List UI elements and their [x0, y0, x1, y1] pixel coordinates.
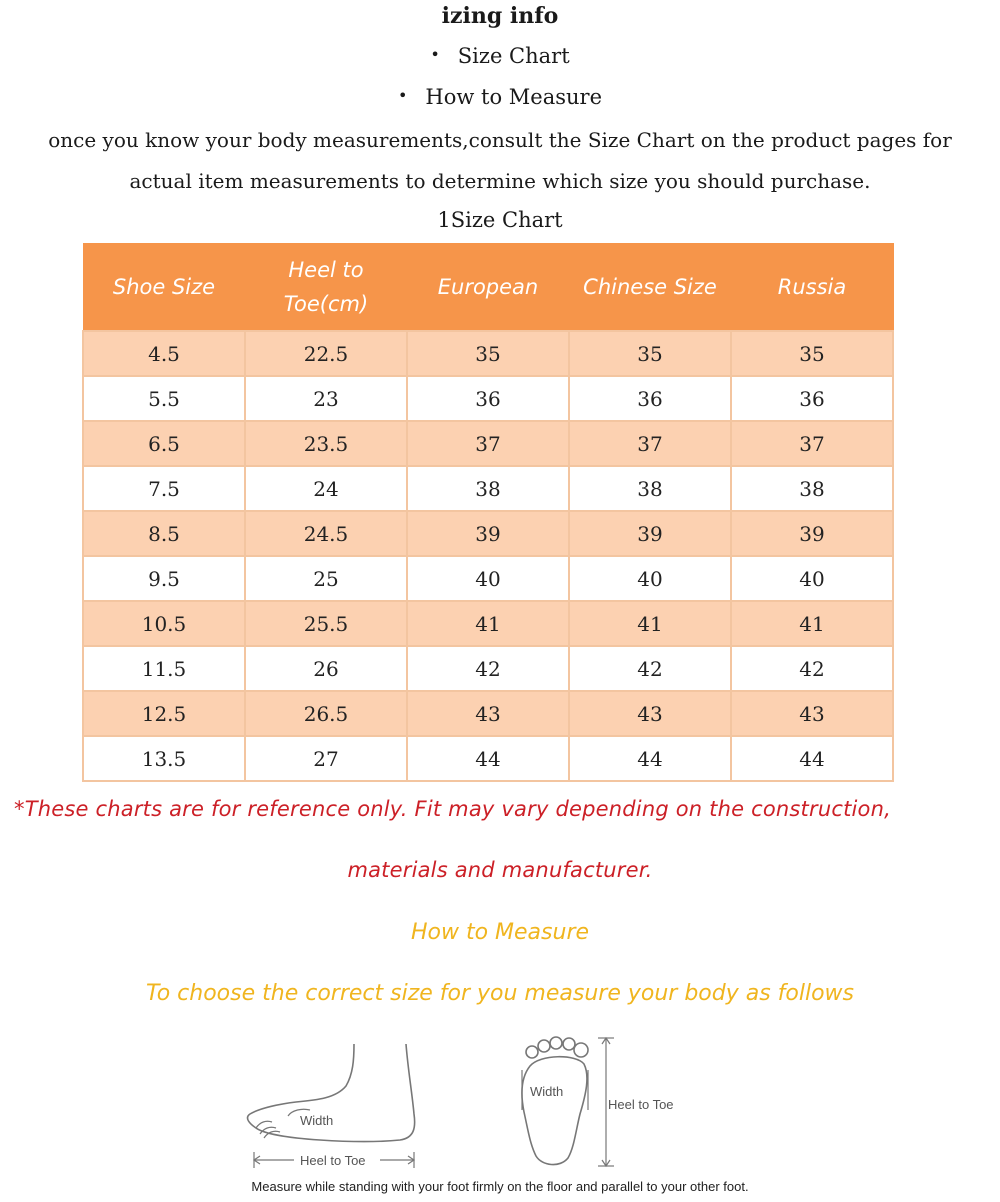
- cell-european: 42: [407, 646, 569, 691]
- cell-european: 43: [407, 691, 569, 736]
- cell-chinese-size: 36: [569, 376, 731, 421]
- table-row: [83, 646, 893, 691]
- top-view-foot-icon: [522, 1037, 588, 1165]
- cell-shoe-size: 8.5: [83, 511, 245, 556]
- cell-european: 38: [407, 466, 569, 511]
- size-chart-table: [82, 243, 894, 782]
- cell-russia: 36: [731, 376, 893, 421]
- table-row: [83, 691, 893, 736]
- top-length-label: Heel to Toe: [608, 1097, 674, 1112]
- cell-european: 36: [407, 376, 569, 421]
- bullet-size-chart-label: Size Chart: [457, 44, 570, 68]
- cell-heel-to-toe: 22.5: [245, 331, 407, 376]
- table-row: [83, 556, 893, 601]
- cell-russia: 35: [731, 331, 893, 376]
- bullet-how-to-measure: [0, 85, 1000, 109]
- cell-chinese-size: 39: [569, 511, 731, 556]
- header-chinese-size: Chinese Size: [569, 244, 731, 332]
- cell-european: 39: [407, 511, 569, 556]
- cell-european: 44: [407, 736, 569, 781]
- cell-heel-to-toe: 25.5: [245, 601, 407, 646]
- cell-heel-to-toe: 23: [245, 376, 407, 421]
- cell-heel-to-toe: 24: [245, 466, 407, 511]
- reference-note-line-1: *These charts are for reference only. Fit may vary depending on the construction,: [14, 797, 891, 821]
- measure-instruction: Measure while standing with your foot firmly on the floor and parallel to your other foot.: [251, 1179, 749, 1194]
- cell-russia: 38: [731, 466, 893, 511]
- cell-russia: 42: [731, 646, 893, 691]
- cell-shoe-size: 6.5: [83, 421, 245, 466]
- page-heading: izing info: [441, 3, 559, 29]
- cell-shoe-size: 10.5: [83, 601, 245, 646]
- cell-european: 37: [407, 421, 569, 466]
- intro-text: [0, 120, 1000, 202]
- bullet-size-chart: [0, 44, 1000, 68]
- cell-chinese-size: 38: [569, 466, 731, 511]
- reference-note-line-2: materials and manufacturer.: [347, 858, 653, 882]
- cell-chinese-size: 40: [569, 556, 731, 601]
- cell-shoe-size: 11.5: [83, 646, 245, 691]
- bullet-dot-icon: •: [430, 45, 440, 64]
- table-row: [83, 511, 893, 556]
- cell-heel-to-toe: 25: [245, 556, 407, 601]
- header-european: European: [407, 244, 569, 332]
- header-shoe-size: Shoe Size: [83, 244, 245, 332]
- cell-shoe-size: 13.5: [83, 736, 245, 781]
- intro-line-2: actual item measurements to determine which size you should purchase.: [129, 169, 871, 193]
- cell-shoe-size: 5.5: [83, 376, 245, 421]
- bullet-how-to-measure-label: How to Measure: [425, 85, 603, 109]
- table-row: [83, 421, 893, 466]
- cell-heel-to-toe: 26.5: [245, 691, 407, 736]
- cell-russia: 44: [731, 736, 893, 781]
- cell-russia: 41: [731, 601, 893, 646]
- cell-heel-to-toe: 26: [245, 646, 407, 691]
- cell-chinese-size: 41: [569, 601, 731, 646]
- cell-russia: 37: [731, 421, 893, 466]
- table-row: [83, 601, 893, 646]
- cell-european: 41: [407, 601, 569, 646]
- cell-heel-to-toe: 24.5: [245, 511, 407, 556]
- cell-european: 35: [407, 331, 569, 376]
- header-russia: Russia: [731, 244, 893, 332]
- cell-chinese-size: 42: [569, 646, 731, 691]
- table-body: [83, 331, 893, 781]
- cell-shoe-size: 7.5: [83, 466, 245, 511]
- side-length-label: Heel to Toe: [300, 1153, 366, 1168]
- cell-russia: 39: [731, 511, 893, 556]
- table-row: [83, 331, 893, 376]
- cell-russia: 43: [731, 691, 893, 736]
- cell-chinese-size: 44: [569, 736, 731, 781]
- cell-shoe-size: 9.5: [83, 556, 245, 601]
- header-heel-to-toe: Heel to Toe(cm): [245, 244, 407, 332]
- top-width-label: Width: [530, 1084, 564, 1099]
- cell-shoe-size: 4.5: [83, 331, 245, 376]
- cell-russia: 40: [731, 556, 893, 601]
- table-row: [83, 376, 893, 421]
- table-row: [83, 736, 893, 781]
- cell-heel-to-toe: 27: [245, 736, 407, 781]
- how-to-measure-title: How to Measure: [410, 920, 590, 945]
- cell-chinese-size: 35: [569, 331, 731, 376]
- bullet-dot-icon: •: [397, 86, 408, 105]
- intro-line-1: once you know your body measurements,consult the Size Chart on the product pages for: [48, 128, 952, 152]
- size-chart-caption: 1Size Chart: [437, 208, 563, 232]
- cell-chinese-size: 37: [569, 421, 731, 466]
- cell-heel-to-toe: 23.5: [245, 421, 407, 466]
- how-to-measure-text: To choose the correct size for you measure your body as follows: [146, 981, 854, 1006]
- table-header-row: [83, 244, 893, 332]
- cell-shoe-size: 12.5: [83, 691, 245, 736]
- cell-european: 40: [407, 556, 569, 601]
- table-row: [83, 466, 893, 511]
- foot-measurement-figure: [230, 1030, 830, 1175]
- cell-chinese-size: 43: [569, 691, 731, 736]
- side-width-label: Width: [300, 1113, 334, 1128]
